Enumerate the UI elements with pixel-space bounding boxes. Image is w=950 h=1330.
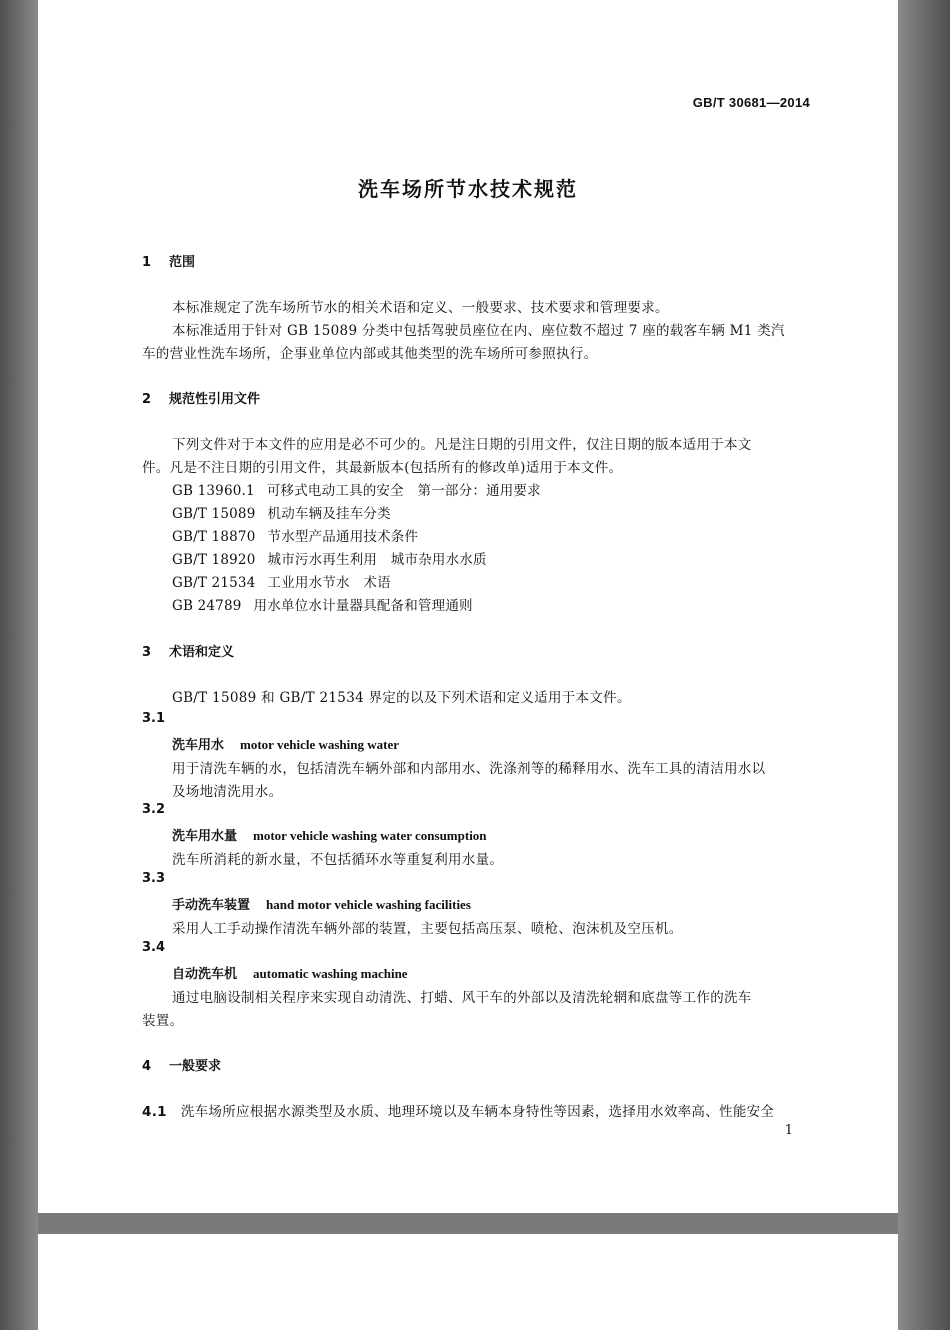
term-zh: 自动洗车机	[172, 967, 238, 982]
document-page-2	[38, 1234, 898, 1330]
term-zh: 洗车用水	[172, 738, 225, 753]
term-heading	[172, 734, 399, 753]
section-2-heading	[142, 388, 260, 407]
paragraph: 车的营业性洗车场所，企事业单位内部或其他类型的洗车场所可参照执行。	[142, 346, 598, 362]
document-page-1	[38, 0, 898, 1213]
term-number: 3.4	[142, 940, 166, 955]
term-definition: 装置。	[142, 1013, 184, 1029]
paragraph: GB/T 15089 和 GB/T 21534 界定的以及下列术语和定义适用于本文件。	[172, 690, 631, 706]
term-en: hand motor vehicle washing facilities	[266, 897, 471, 912]
reference-code: GB/T 15089	[172, 506, 256, 522]
viewer-right-margin	[898, 0, 950, 1330]
reference-title: 机动车辆及挂车分类	[267, 506, 391, 522]
section-number: 2	[142, 392, 152, 407]
section-4-heading	[142, 1055, 221, 1074]
paragraph: 件。凡是不注日期的引用文件，其最新版本(包括所有的修改单)适用于本文件。	[142, 460, 623, 476]
term-definition: 及场地清洗用水。	[172, 784, 283, 800]
term-heading	[172, 963, 408, 982]
term-en: automatic washing machine	[253, 966, 408, 981]
section-number: 1	[142, 255, 152, 270]
reference-item	[172, 525, 418, 545]
paragraph: 下列文件对于本文件的应用是必不可少的。凡是注日期的引用文件，仅注日期的版本适用于本文	[172, 437, 752, 453]
document-title: 洗车场所节水技术规范	[358, 177, 578, 201]
section-number: 4	[142, 1059, 152, 1074]
clause-4-1	[142, 1100, 774, 1120]
section-title: 一般要求	[169, 1059, 222, 1074]
section-title: 范围	[169, 255, 196, 270]
reference-item	[172, 571, 391, 591]
paragraph: 本标准规定了洗车场所节水的相关术语和定义、一般要求、技术要求和管理要求。	[172, 300, 669, 316]
reference-item	[172, 502, 391, 522]
clause-text: 洗车场所应根据水源类型及水质、地理环境以及车辆本身特性等因素，选择用水效率高、性能安全	[180, 1104, 775, 1120]
section-number: 3	[142, 645, 152, 660]
viewer-left-margin	[0, 0, 38, 1330]
term-number: 3.1	[142, 711, 166, 726]
term-definition: 通过电脑设制相关程序来实现自动清洗、打蜡、风干车的外部以及清洗轮辋和底盘等工作的洗车	[172, 990, 752, 1006]
reference-code: GB 13960.1	[172, 483, 255, 499]
term-definition: 用于清洗车辆的水，包括清洗车辆外部和内部用水、洗涤剂等的稀释用水、洗车工具的清洁用水以	[172, 761, 766, 777]
section-1-heading	[142, 251, 195, 270]
term-number: 3.2	[142, 802, 166, 817]
section-title: 规范性引用文件	[169, 392, 261, 407]
term-zh: 洗车用水量	[172, 829, 238, 844]
term-heading	[172, 894, 471, 913]
reference-item	[172, 594, 473, 614]
reference-title: 节水型产品通用技术条件	[267, 529, 419, 545]
term-heading	[172, 825, 487, 844]
reference-title: 可移式电动工具的安全 第一部分：通用要求	[266, 483, 541, 499]
reference-item	[172, 548, 487, 568]
reference-code: GB/T 21534	[172, 575, 256, 591]
clause-number: 4.1	[142, 1104, 167, 1120]
term-definition: 洗车所消耗的新水量，不包括循环水等重复利用水量。	[172, 852, 504, 868]
reference-code: GB/T 18920	[172, 552, 256, 568]
reference-code: GB 24789	[172, 598, 242, 614]
section-title: 术语和定义	[169, 645, 235, 660]
term-number: 3.3	[142, 871, 166, 886]
reference-title: 用水单位水计量器具配备和管理通则	[253, 598, 473, 614]
page-number: 1	[784, 1123, 793, 1138]
term-en: motor vehicle washing water consumption	[253, 828, 487, 843]
term-definition: 采用人工手动操作清洗车辆外部的装置，主要包括高压泵、喷枪、泡沫机及空压机。	[172, 921, 683, 937]
term-en: motor vehicle washing water	[240, 737, 399, 752]
reference-title: 工业用水节水 术语	[267, 575, 391, 591]
term-zh: 手动洗车装置	[172, 898, 251, 913]
reference-code: GB/T 18870	[172, 529, 256, 545]
standard-code: GB/T 30681—2014	[692, 95, 810, 110]
reference-item	[172, 479, 541, 499]
paragraph: 本标准适用于针对 GB 15089 分类中包括驾驶员座位在内、座位数不超过 7 座的载客车辆 M1 类汽	[172, 323, 785, 339]
section-3-heading	[142, 641, 234, 660]
reference-title: 城市污水再生利用 城市杂用水水质	[267, 552, 487, 568]
